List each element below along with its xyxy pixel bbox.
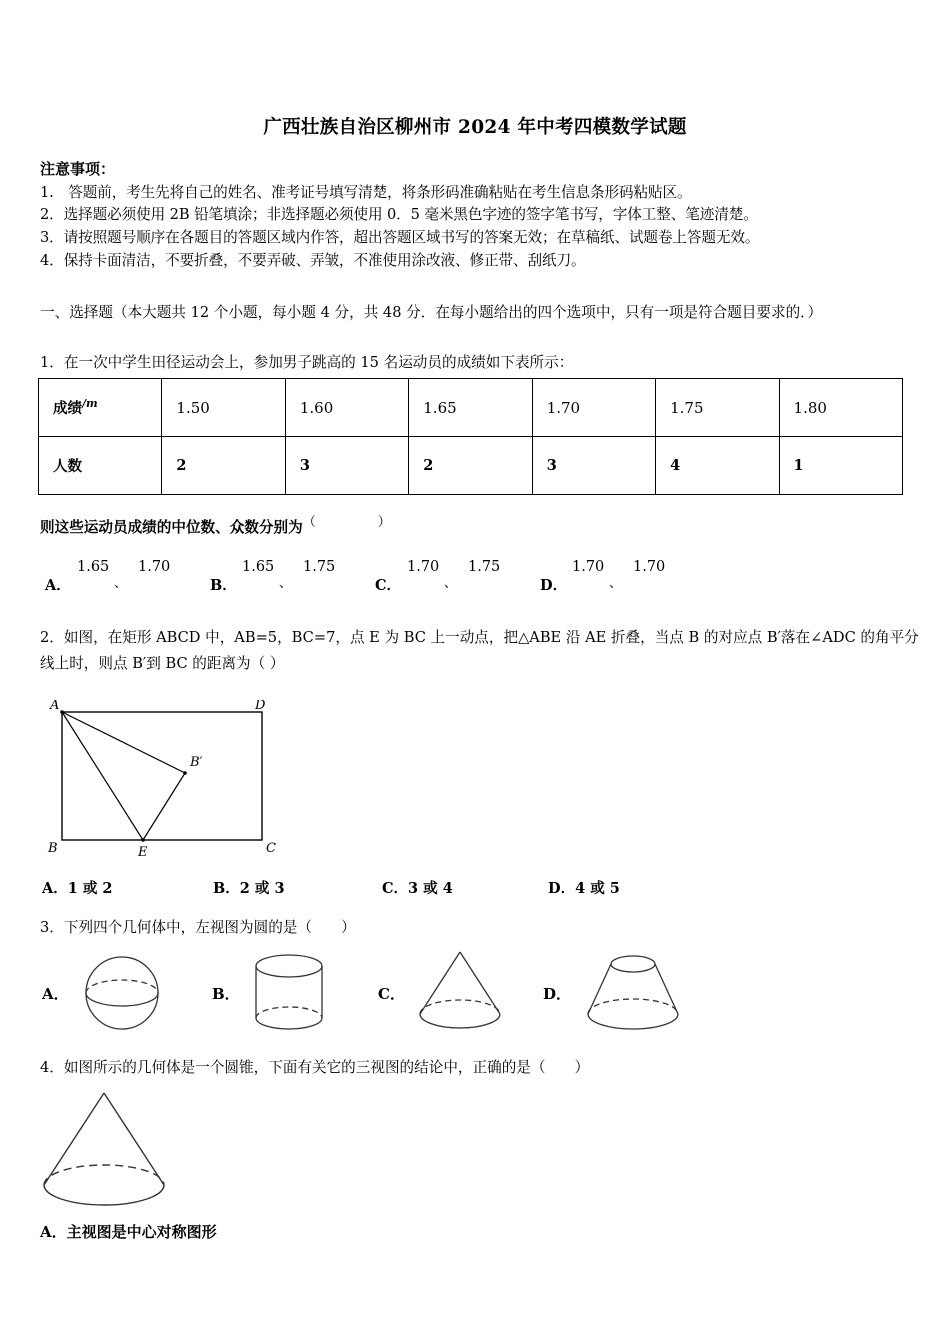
table-row — [39, 437, 903, 495]
option-value-2: 1.70 — [138, 559, 171, 575]
section-heading-multiple-choice: 一、选择题（本大题共 12 个小题，每小题 4 分，共 48 分．在每小题给出的四个选项中，只有一项是符合题目要求的．） — [40, 304, 823, 321]
question-3-option-b-label[interactable]: B． — [212, 985, 240, 1003]
cylinder-icon — [248, 952, 330, 1034]
question-3-stem: 3．下列四个几何体中，左视图为圆的是（ ） — [40, 919, 356, 936]
option-value-1: 1.70 — [407, 559, 440, 575]
notice-line-3: 3．请按照题号顺序在各题目的答题区域内作答，超出答题区域书写的答案无效；在草稿纸、试题卷上答题无效。 — [40, 229, 760, 246]
question-2-stem: 2．如图，在矩形 ABCD 中，AB=5，BC=7，点 E 为 BC 上一动点，把△ABE 沿 AE 折叠，当点 B 的对应点 B′落在∠ADC 的角平分线上时，则点 B′到 BC 的距离为（ ） — [40, 629, 919, 672]
option-value-2: 1.75 — [468, 559, 501, 575]
svg-text:B: B — [48, 841, 58, 856]
question-2-option-a[interactable]: A．1 或 2 — [42, 880, 113, 897]
sphere-icon — [76, 952, 168, 1034]
option-separator: 、 — [279, 576, 293, 591]
option-label: B． — [210, 577, 237, 594]
notice-line-2: 2．选择题必须使用 2B 铅笔填涂；非选择题必须使用 0．5 毫米黑色字迹的签字笔书写，字体工整、笔迹清楚。 — [40, 206, 758, 223]
option-value-2: 1.70 — [633, 559, 666, 575]
table-cell-grade-5: 1.75 — [656, 379, 779, 437]
option-label: D． — [540, 577, 568, 594]
table-cell-count-1: 2 — [162, 437, 285, 495]
table-row — [39, 379, 903, 437]
question-1-options — [40, 558, 920, 594]
table-cell-grade-2: 1.60 — [285, 379, 408, 437]
question-3-option-a-label[interactable]: A． — [42, 985, 69, 1003]
question-3-option-d-label[interactable]: D． — [543, 985, 572, 1003]
option-value-1: 1.65 — [242, 559, 275, 575]
svg-text:B′: B′ — [190, 755, 203, 770]
table-cell-count-6: 1 — [779, 437, 902, 495]
svg-text:E: E — [138, 845, 148, 860]
question-2-option-c[interactable]: C．3 或 4 — [382, 880, 453, 897]
question-2-option-d[interactable]: D．4 或 5 — [548, 880, 620, 897]
option-label: C． — [375, 577, 402, 594]
table-cell-grade-3: 1.65 — [409, 379, 532, 437]
unit-superscript: /m — [82, 397, 98, 411]
table-cell-grade-6: 1.80 — [779, 379, 902, 437]
question-4-option-a[interactable]: A．主视图是中心对称图形 — [40, 1223, 217, 1241]
question-3-option-c-label[interactable]: C． — [378, 985, 405, 1003]
table-cell-grade-4: 1.70 — [532, 379, 655, 437]
table-cell-grade-1: 1.50 — [162, 379, 285, 437]
svg-text:C: C — [266, 841, 276, 856]
option-separator: 、 — [609, 576, 623, 591]
option-value-1: 1.70 — [572, 559, 605, 575]
notice-line-1: 1. 答题前，考生先将自己的姓名、准考证号填写清楚，将条形码准确粘贴在考生信息条形码粘贴区。 — [40, 184, 692, 201]
grades-table — [38, 378, 903, 495]
table-cell-count-5: 4 — [656, 437, 779, 495]
notice-line-4: 4．保持卡面清洁，不要折叠，不要弄破、弄皱，不准使用涂改液、修正带、刮纸刀。 — [40, 252, 586, 269]
svg-text:A: A — [50, 700, 60, 713]
question-2-option-b[interactable]: B．2 或 3 — [213, 880, 285, 897]
cone-figure — [28, 1088, 178, 1213]
table-row-header-count: 人数 — [39, 437, 162, 495]
answer-parenthesis: （ ） — [302, 515, 403, 530]
table-cell-count-4: 3 — [532, 437, 655, 495]
table-cell-count-2: 3 — [285, 437, 408, 495]
frustum-icon — [578, 950, 688, 1036]
question-1-stem: 1．在一次中学生田径运动会上，参加男子跳高的 15 名运动员的成绩如下表所示： — [40, 354, 574, 371]
option-value-2: 1.75 — [303, 559, 336, 575]
option-label: A． — [45, 577, 71, 594]
table-row-header-grade: 成绩$^{/m}$ — [39, 379, 162, 437]
question-2-options — [40, 877, 920, 899]
option-separator: 、 — [444, 576, 458, 591]
page-title: 广西壮族自治区柳州市 2024 年中考四模数学试题 — [263, 117, 687, 138]
question-1-after-table: 则这些运动员成绩的中位数、众数分别为（ ） — [40, 515, 403, 536]
cone-icon — [410, 946, 510, 1036]
svg-text:D: D — [255, 700, 266, 713]
option-separator: 、 — [114, 576, 128, 591]
option-value-1: 1.65 — [77, 559, 110, 575]
table-cell-count-3: 2 — [409, 437, 532, 495]
rectangle-abcd-fold-diagram — [40, 700, 300, 860]
question-4-stem: 4．如图所示的几何体是一个圆锥，下面有关它的三视图的结论中，正确的是（ ） — [40, 1059, 590, 1076]
notice-heading: 注意事项： — [40, 160, 116, 178]
